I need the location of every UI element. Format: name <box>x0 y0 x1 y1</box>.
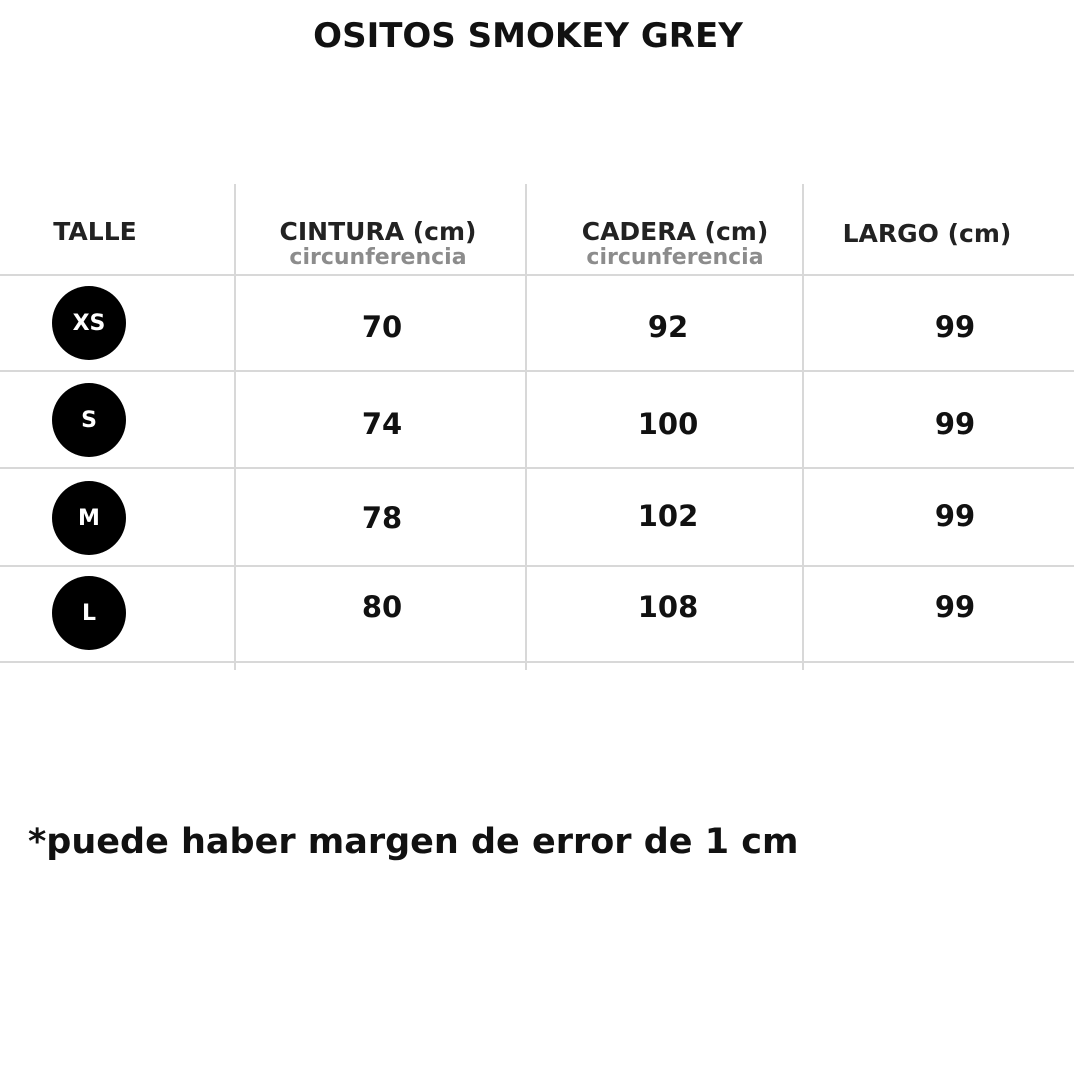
cadera-value: 102 <box>637 499 699 533</box>
column-divider <box>802 184 804 670</box>
header-cadera-sublabel: circunferencia <box>586 245 764 270</box>
cintura-value: 74 <box>361 407 403 441</box>
header-cintura-label: CINTURA (cm) <box>279 217 477 246</box>
largo-value: 99 <box>934 499 976 533</box>
row-divider <box>0 370 1074 372</box>
size-badge-xs: XS <box>52 286 126 360</box>
header-largo <box>812 220 1042 248</box>
row-divider <box>0 467 1074 469</box>
size-badge-m: M <box>52 481 126 555</box>
row-divider <box>0 565 1074 567</box>
largo-value: 99 <box>934 407 976 441</box>
header-largo-label: LARGO (cm) <box>842 219 1012 248</box>
page-title: OSITOS SMOKEY GREY <box>313 16 743 56</box>
header-cadera <box>555 218 795 270</box>
cadera-value: 92 <box>647 310 689 344</box>
cintura-value: 78 <box>361 501 403 535</box>
largo-value: 99 <box>934 310 976 344</box>
header-cintura <box>258 218 498 270</box>
header-cintura-sublabel: circunferencia <box>289 245 467 270</box>
cadera-value: 100 <box>637 407 699 441</box>
error-margin-note: *puede haber margen de error de 1 cm <box>28 822 799 862</box>
column-divider <box>234 184 236 670</box>
header-talle <box>20 218 170 246</box>
size-badge-l: L <box>52 576 126 650</box>
header-talle-label: TALLE <box>53 217 137 246</box>
largo-value: 99 <box>934 590 976 624</box>
cadera-value: 108 <box>637 590 699 624</box>
cintura-value: 70 <box>361 310 403 344</box>
header-cadera-label: CADERA (cm) <box>581 217 769 246</box>
column-divider <box>525 184 527 670</box>
size-badge-s: S <box>52 383 126 457</box>
row-divider <box>0 274 1074 276</box>
cintura-value: 80 <box>361 590 403 624</box>
row-divider <box>0 661 1074 663</box>
